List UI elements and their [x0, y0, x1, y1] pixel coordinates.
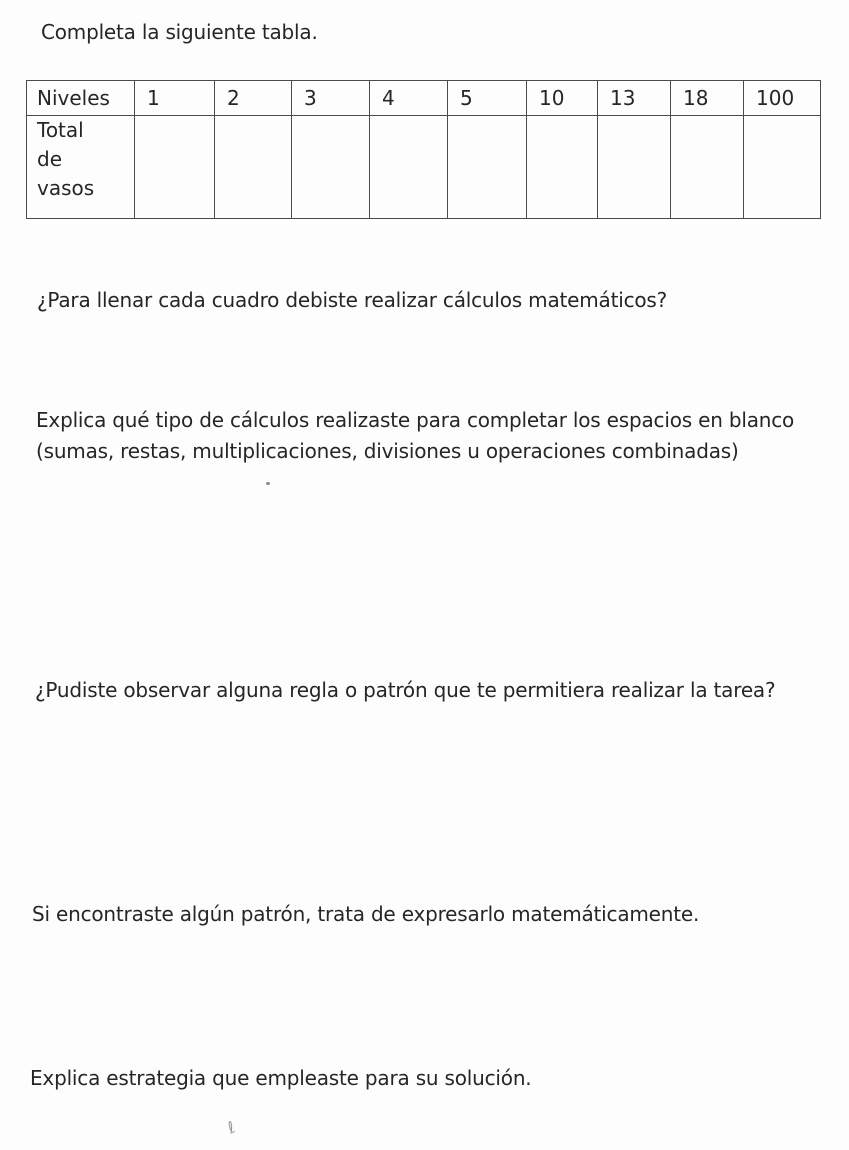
question-estrategia: Explica estrategia que empleaste para su solución. — [30, 1066, 532, 1090]
blank-answer-cell[interactable] — [292, 116, 370, 219]
total-vasos-row — [27, 116, 821, 219]
question-expresar-patron: Si encontraste algún patrón, trata de expresarlo matemáticamente. — [32, 902, 700, 926]
level-cell: 3 — [292, 81, 370, 116]
level-cell: 18 — [671, 81, 744, 116]
blank-answer-cell[interactable] — [215, 116, 292, 219]
level-cell: 13 — [598, 81, 671, 116]
blank-answer-cell[interactable] — [671, 116, 744, 219]
question-tipo-calculos: Explica qué tipo de cálculos realizaste para completar los espacios en blanco (sumas, restas, multiplicaciones, divisiones u operaciones combinadas) — [36, 408, 795, 463]
row-header-line: Total — [37, 118, 84, 142]
blank-answer-cell[interactable] — [135, 116, 215, 219]
level-cell: 100 — [744, 81, 821, 116]
levels-row-header: Niveles — [27, 81, 135, 116]
level-cell: 4 — [370, 81, 448, 116]
level-cell: 5 — [448, 81, 527, 116]
levels-table — [26, 80, 821, 219]
level-cell: 10 — [527, 81, 598, 116]
blank-answer-cell[interactable] — [448, 116, 527, 219]
instruction-text: Completa la siguiente tabla. — [41, 20, 318, 44]
question-regla-patron: ¿Pudiste observar alguna regla o patrón que te permitiera realizar la tarea? — [35, 678, 776, 702]
row-header-line: de — [37, 147, 62, 171]
blank-answer-cell[interactable] — [527, 116, 598, 219]
levels-row — [27, 81, 821, 116]
question-calculos: ¿Para llenar cada cuadro debiste realizar cálculos matemáticos? — [37, 288, 668, 312]
level-cell: 2 — [215, 81, 292, 116]
blank-answer-cell[interactable] — [744, 116, 821, 219]
level-cell: 1 — [135, 81, 215, 116]
row-header-line: vasos — [37, 176, 95, 200]
total-vasos-row-header — [27, 116, 135, 219]
blank-answer-cell[interactable] — [370, 116, 448, 219]
pencil-mark: ℓ — [224, 1117, 239, 1138]
scan-speck — [266, 482, 270, 485]
blank-answer-cell[interactable] — [598, 116, 671, 219]
